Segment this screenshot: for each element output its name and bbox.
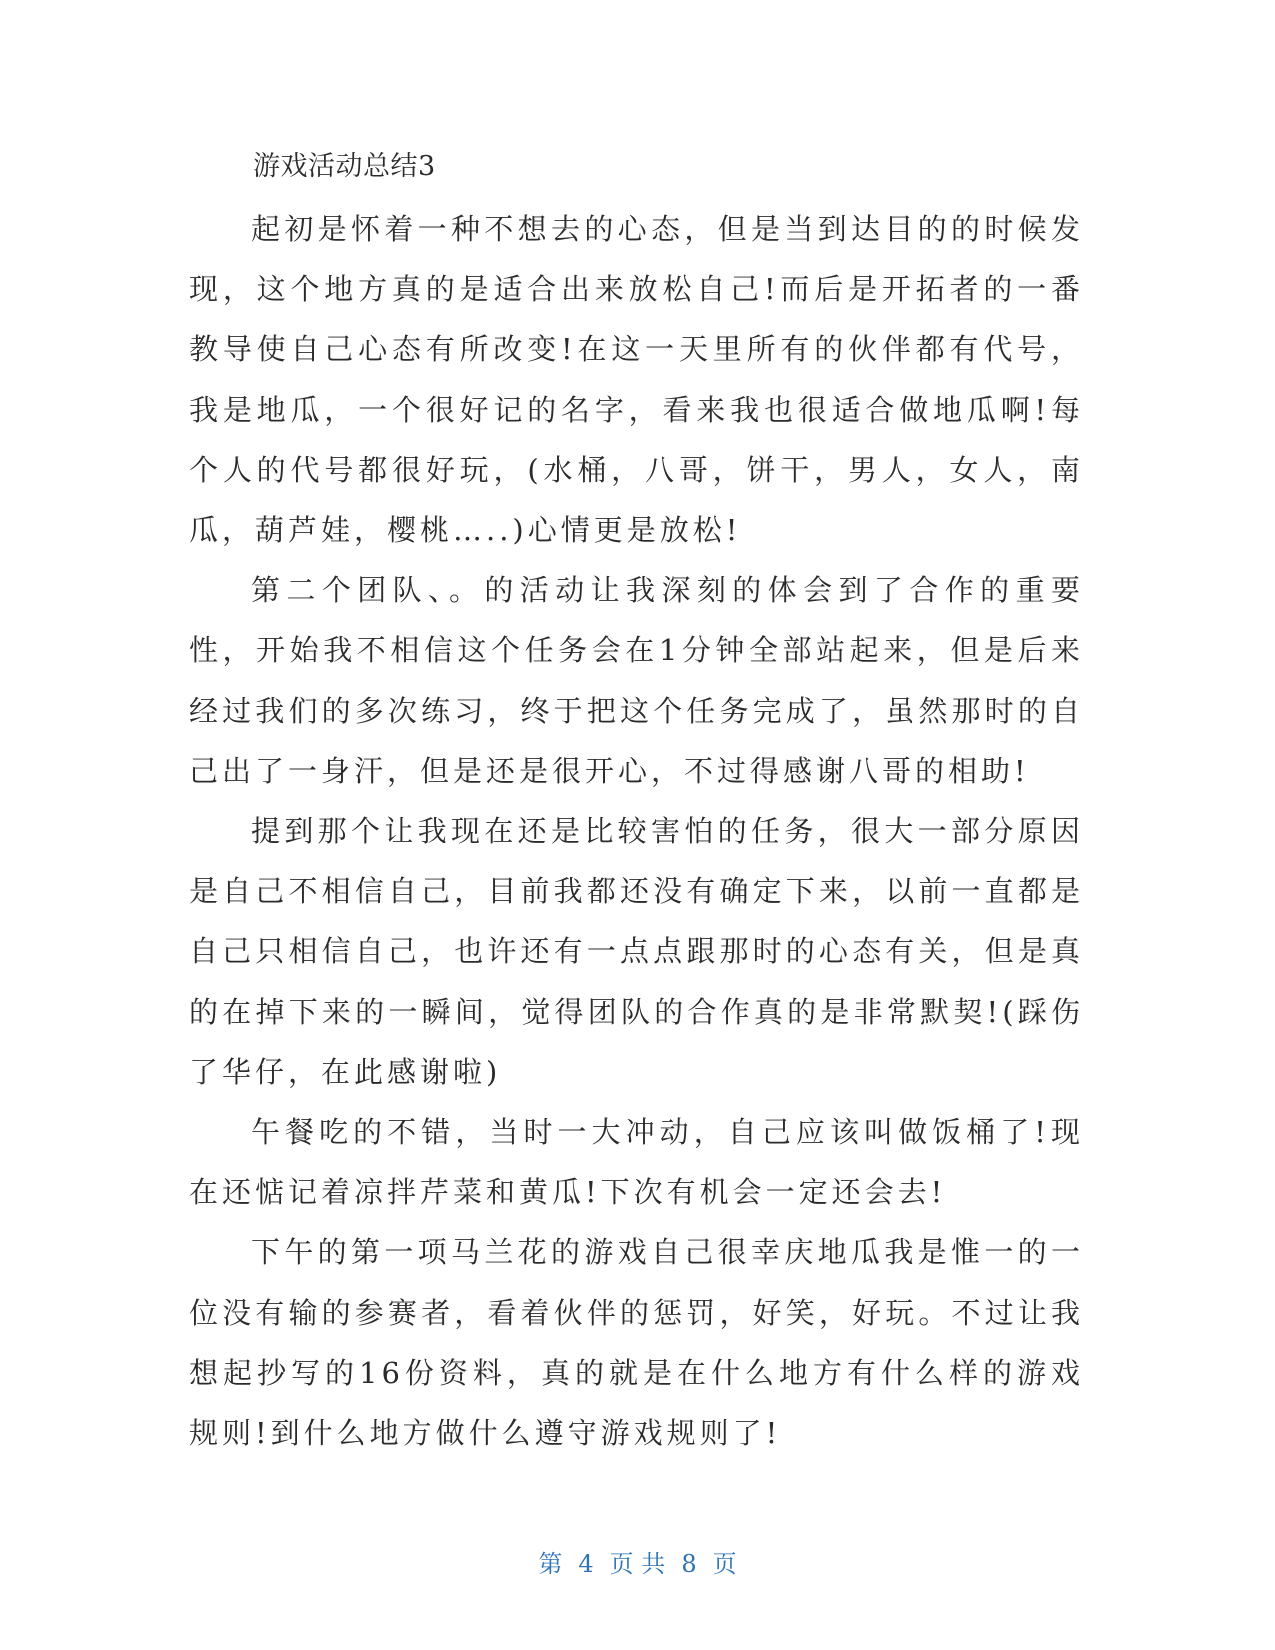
footer-prefix: 第 — [538, 1550, 563, 1578]
document-title: 游戏活动总结3 — [253, 151, 436, 182]
footer-middle: 页 共 — [609, 1550, 666, 1578]
paragraph-1: 起初是怀着一种不想去的心态，但是当到达目的的时候发现，这个地方真的是适合出来放松自己!而后是开拓者的一番教导使自己心态有所改变!在这一天里所有的伙伴都有代号，我是地瓜，一个很好记的名字，看来我也很适合做地瓜啊!每个人的代号都很好玩，(水桶，八哥，饼干，男人，女人，南瓜，葫芦娃，樱桃…..)心情更是放松! — [189, 212, 1084, 548]
total-pages-number: 8 — [681, 1550, 697, 1578]
document-body — [189, 137, 1084, 1463]
paragraph-3: 提到那个让我现在还是比较害怕的任务，很大一部分原因是自己不相信自己，目前我都还没有确定下来，以前一直都是自己只相信自己，也许还有一点点跟那时的心态有关，但是真的在掉下来的一瞬间，觉得团队的合作真的是非常默契!(踩伤了华仔，在此感谢啦) — [189, 814, 1084, 1089]
current-page-number: 4 — [578, 1550, 594, 1578]
footer-suffix: 页 — [712, 1550, 737, 1578]
paragraph-2: 第二个团队、。的活动让我深刻的体会到了合作的重要性，开始我不相信这个任务会在1分钟全部站起来，但是后来经过我们的多次练习，终于把这个任务完成了，虽然那时的自己出了一身汗，但是还是很开心，不过得感谢八哥的相助! — [189, 573, 1084, 788]
paragraph-4: 午餐吃的不错，当时一大冲动，自己应该叫做饭桶了!现在还惦记着凉拌芹菜和黄瓜!下次有机会一定还会去! — [189, 1115, 1084, 1210]
paragraph-5: 下午的第一项马兰花的游戏自己很幸庆地瓜我是惟一的一位没有输的参赛者，看着伙伴的惩罚，好笑，好玩。不过让我想起抄写的16份资料，真的就是在什么地方有什么样的游戏规则!到什么地方做什么遵守游戏规则了! — [189, 1235, 1084, 1451]
page-footer — [0, 1548, 1275, 1580]
